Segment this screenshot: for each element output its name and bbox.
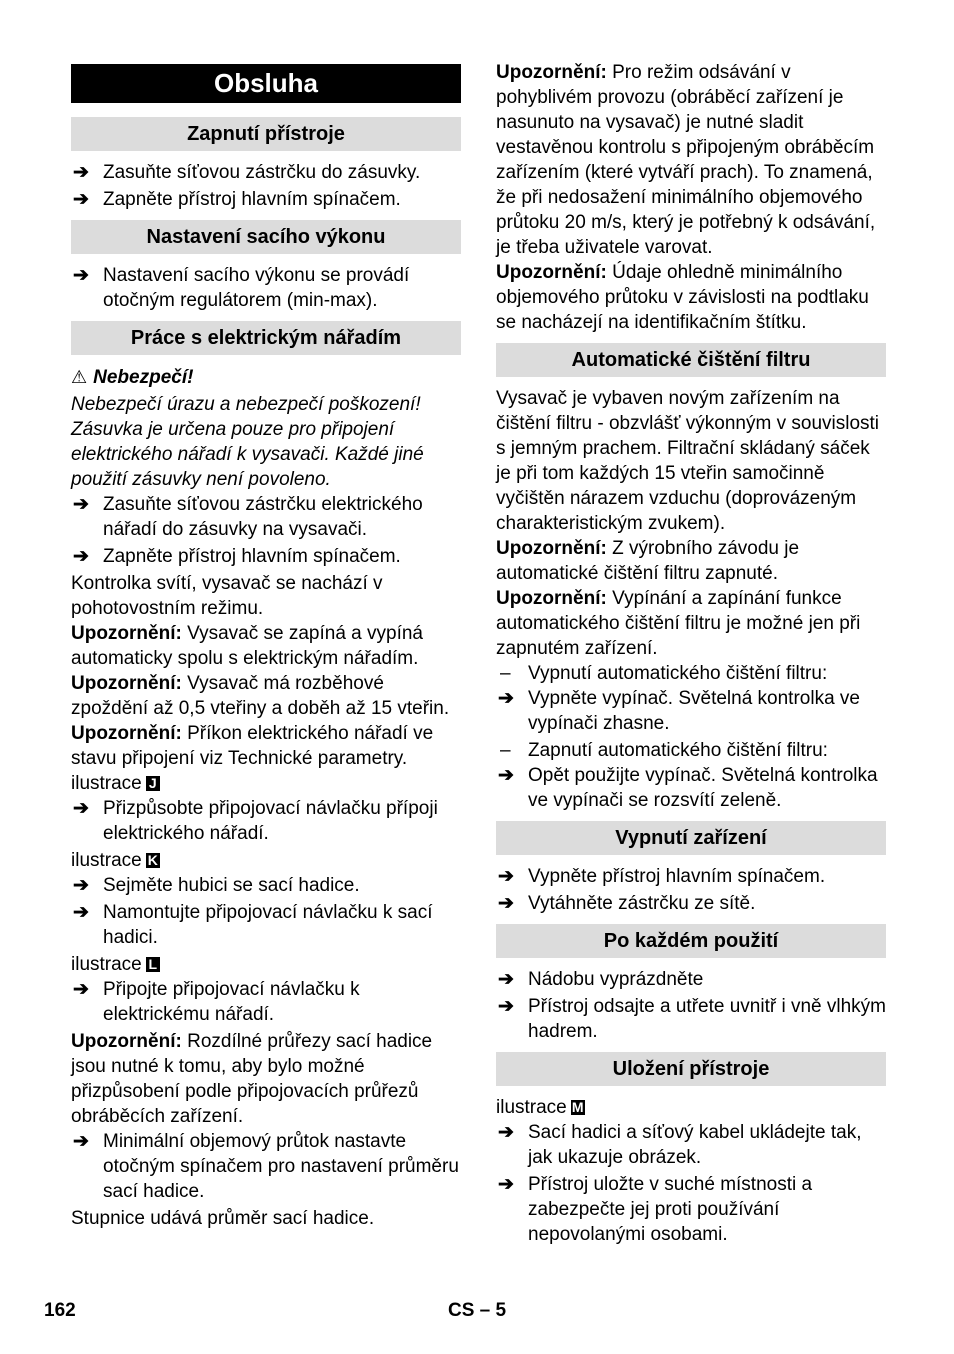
illustration-k-icon: K	[147, 852, 158, 868]
section-title-zapnuti: Zapnutí přístroje	[71, 117, 461, 151]
list-item: ➔ Minimální objemový průtok nastavte otočným spínačem pro nastavení průměru sací hadice.	[73, 1131, 459, 1202]
arrow-icon: ➔	[498, 1122, 514, 1143]
illustration-ref: ilustrace M	[496, 1097, 584, 1118]
arrow-icon: ➔	[498, 765, 514, 786]
page-section-label: CS – 5	[448, 1300, 507, 1321]
arrow-icon: ➔	[73, 902, 89, 923]
arrow-icon: ➔	[73, 162, 89, 183]
warning-heading: ⚠ Nebezpečí!	[71, 367, 194, 388]
arrow-icon: ➔	[73, 979, 89, 1000]
section-title-naradi: Práce s elektrickým nářadím	[71, 321, 461, 355]
list-item: ➔ Nastavení sacího výkonu se provádí otočným regulátorem (min-max).	[73, 265, 410, 311]
list-item: ➔ Přizpůsobte připojovací návlačku přípoji elektrického nářadí.	[73, 798, 438, 844]
arrow-icon: ➔	[73, 494, 89, 515]
list-item: ➔ Vypněte přístroj hlavním spínačem.	[498, 866, 826, 887]
section-title-cisteni-filtru: Automatické čištění filtru	[496, 343, 886, 377]
dash-item: – Zapnutí automatického čištění filtru:	[500, 740, 828, 761]
list-item: ➔ Zapněte přístroj hlavním spínačem.	[73, 189, 401, 210]
left-column	[71, 64, 461, 1231]
illustration-ref: ilustrace L	[71, 952, 461, 977]
paragraph: Stupnice udává průměr sací hadice.	[71, 1208, 375, 1229]
list-item: ➔ Přístroj uložte v suché místnosti a zabezpečte jej proti používání nepovolanými osobami.	[498, 1174, 813, 1245]
list-item: ➔ Vytáhněte zástrčku ze sítě.	[498, 893, 756, 914]
page-title: Obsluha	[71, 64, 461, 103]
illustration-l-icon: L	[146, 957, 160, 972]
illustration-j-icon: J	[146, 776, 160, 791]
arrow-icon: ➔	[73, 265, 89, 286]
note: Upozornění: Vysavač se zapíná a vypíná automaticky spolu s elektrickým nářadím.	[71, 623, 423, 669]
arrow-icon: ➔	[498, 866, 514, 887]
arrow-icon: ➔	[498, 969, 514, 990]
warning-icon: ⚠	[71, 367, 88, 387]
section-title-ulozeni: Uložení přístroje	[496, 1052, 886, 1086]
section-title-saci-vykon: Nastavení sacího výkonu	[71, 220, 461, 254]
dash-item: – Vypnutí automatického čištění filtru:	[500, 663, 828, 684]
section-title-vypnuti: Vypnutí zařízení	[496, 821, 886, 855]
list-item: ➔ Vypněte vypínač. Světelná kontrolka ve vypínači zhasne.	[498, 688, 860, 734]
arrow-icon: ➔	[498, 1174, 514, 1195]
illustration-ref: ilustrace K	[71, 850, 158, 871]
paragraph: Vysavač je vybaven novým zařízením na čištění filtru - obzvlášť výkonným v souvislosti s jemným prachem. Filtrační skládaný sáček je při tom každých 15 vteřin samočinně vyčištěn nárazem vzduchu (doprovázeným charakteristickým zvukem).	[496, 388, 880, 534]
list-item: ➔ Připojte připojovací návlačku k elektrickému nářadí.	[73, 979, 360, 1025]
list-item: ➔ Nádobu vyprázdněte	[498, 969, 704, 990]
arrow-icon: ➔	[73, 546, 89, 567]
list-item: ➔ Opět použijte vypínač. Světelná kontrolka ve vypínači se rozsvítí zeleně.	[498, 765, 878, 811]
illustration-ref: ilustrace J	[71, 771, 461, 796]
section-title-po-pouziti: Po každém použití	[496, 924, 886, 958]
paragraph: Kontrolka svítí, vysavač se nachází v pohotovostním režimu.	[71, 573, 383, 619]
right-column	[496, 60, 886, 1249]
warning-text: Nebezpečí úrazu a nebezpečí poškození! Zásuvka je určena pouze pro připojení elektrického nářadí k vysavači. Každé jiné použití zásuvky není povoleno.	[71, 394, 424, 490]
list-item: ➔ Zapněte přístroj hlavním spínačem.	[73, 546, 401, 567]
page-number: 162	[44, 1300, 76, 1321]
arrow-icon: ➔	[498, 996, 514, 1017]
note: Upozornění: Vysavač má rozběhové zpoždění až 0,5 vteřiny a doběh až 15 vteřin.	[71, 673, 450, 719]
list-item: ➔ Namontujte připojovací návlačku k sací hadici.	[73, 902, 433, 948]
list-item: ➔ Přístroj odsajte a utřete uvnitř i vně vlhkým hadrem.	[498, 996, 886, 1042]
arrow-icon: ➔	[73, 875, 89, 896]
list-item: ➔ Sací hadici a síťový kabel ukládejte tak, jak ukazuje obrázek.	[498, 1122, 862, 1168]
note: Upozornění: Rozdílné průřezy sací hadice jsou nutné k tomu, aby bylo možné přizpůsobení podle připojovacích průřezů obráběcích zařízení.	[71, 1031, 433, 1127]
arrow-icon: ➔	[498, 688, 514, 709]
note: Upozornění: Vypínání a zapínání funkce automatického čištění filtru je možné jen při zapnutém zařízení.	[496, 588, 861, 659]
note: Upozornění: Údaje ohledně minimálního objemového průtoku v závislosti na podtlaku se nacházejí na identifikačním štítku.	[496, 262, 869, 333]
list-item: ➔ Zasuňte síťovou zástrčku elektrického nářadí do zásuvky na vysavači.	[73, 494, 423, 540]
arrow-icon: ➔	[73, 189, 89, 210]
note: Upozornění: Pro režim odsávání v pohyblivém provozu (obráběcí zařízení je nasunuto na vysavač) je nutné sladit vestavěnou kontrolu s připojeným obráběcím zařízením (které vytváří prach). To znamená, že při nedosažení minimálního objemového průtoku 20 m/s, který je potřebný k odsávání, je třeba uživatele varovat.	[496, 62, 876, 258]
arrow-icon: ➔	[498, 893, 514, 914]
note: Upozornění: Z výrobního závodu je automatické čištění filtru zapnuté.	[496, 538, 800, 584]
list-item: ➔ Sejměte hubici se sací hadice.	[73, 875, 360, 896]
illustration-m-icon: M	[571, 1099, 584, 1115]
list-item: ➔ Zasuňte síťovou zástrčku do zásuvky.	[73, 162, 421, 183]
arrow-icon: ➔	[73, 1131, 89, 1152]
note: Upozornění: Příkon elektrického nářadí ve stavu připojení viz Technické parametry.	[71, 723, 434, 769]
arrow-icon: ➔	[73, 798, 89, 819]
